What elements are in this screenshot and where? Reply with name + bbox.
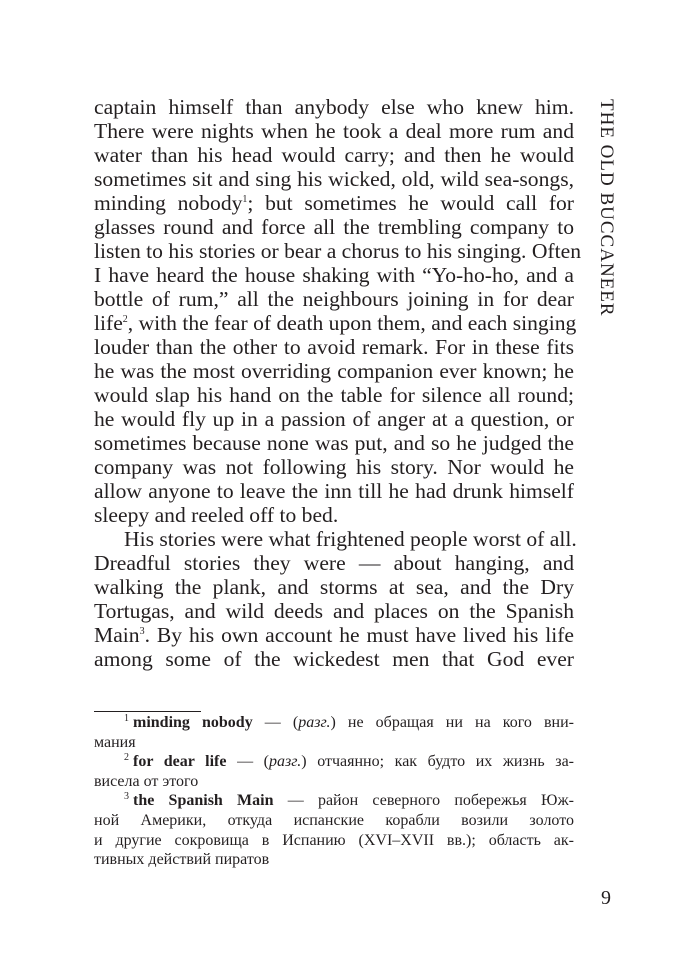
text-line: water than his head would carry; and then he would — [94, 143, 574, 167]
footnote-term: minding nobody — [133, 714, 253, 731]
footnote-line: мания — [94, 733, 136, 751]
footnote-number: 1 — [124, 713, 129, 724]
body-text — [94, 95, 581, 671]
running-head: THE OLD BUCCANEER — [596, 99, 617, 317]
footnote-text: — район северного побережья Юж- — [273, 792, 574, 810]
footnote-text: ) отчаянно; как будто их жизнь за- — [301, 753, 575, 771]
text-line — [94, 311, 577, 335]
footnote-marker: 3 — [139, 626, 145, 637]
text-line — [94, 191, 574, 215]
footnote-2 — [94, 752, 574, 791]
text-line: captain himself than anybody else who knew him. — [94, 95, 574, 119]
text-line: he was the most overriding companion ever known; he — [94, 359, 574, 383]
footnote-marker: 1 — [242, 194, 248, 205]
text-line: he would fly up in a passion of anger at a question, or — [94, 407, 574, 431]
footnote-term: for dear life — [133, 753, 227, 771]
footnotes — [94, 713, 574, 870]
footnote-line: ной Америки, откуда испанские корабли возили золото — [94, 811, 574, 829]
footnote-number: 3 — [124, 791, 129, 803]
footnote-line — [94, 713, 574, 733]
text-line: company was not following his story. Nor would he — [94, 455, 574, 479]
text-line: walking the plank, and storms at sea, and the Dry — [94, 575, 574, 599]
footnote-3 — [94, 791, 574, 869]
text-fragment: life — [94, 311, 123, 335]
page-number: 9 — [601, 887, 611, 909]
footnote-line — [94, 752, 574, 772]
text-line: louder than the other to avoid remark. For in these fits — [94, 335, 574, 359]
footnote-marker: 2 — [122, 314, 128, 325]
footnote-line — [94, 791, 574, 811]
footnote-number: 2 — [124, 752, 129, 764]
text-line: would slap his hand on the table for silence all round; — [94, 383, 574, 407]
footnote-line: тивных действий пиратов — [94, 851, 270, 869]
text-line: bottle of rum,” all the neighbours joining in for dear — [94, 287, 574, 311]
text-line: There were nights when he took a deal more rum and — [94, 119, 574, 143]
text-line: among some of the wickedest men that God ever — [94, 647, 574, 671]
text-line: listen to his stories or bear a chorus to his singing. Often — [94, 239, 581, 263]
footnote-text: ) не обращая ни на кого вни- — [330, 714, 574, 731]
text-line: sleepy and reeled off to bed. — [94, 503, 339, 527]
text-line: I have heard the house shaking with “Yo-ho-ho, and a — [94, 263, 574, 287]
text-line: sometimes sit and sing his wicked, old, wild sea-songs, — [94, 167, 574, 191]
text-line: Tortugas, and wild deeds and places on the Spanish — [94, 599, 574, 623]
text-line: allow anyone to leave the inn till he had drunk himself — [94, 479, 574, 503]
footnote-abbr: разг. — [269, 753, 302, 771]
footnote-term: the Spanish Main — [133, 792, 274, 810]
footnote-dash: — ( — [226, 753, 269, 771]
footnote-divider — [94, 711, 201, 712]
text-fragment: ; but sometimes he would call for — [247, 191, 574, 215]
text-line: sometimes because none was put, and so he judged the — [94, 431, 574, 455]
footnote-1 — [94, 713, 574, 752]
text-line: glasses round and force all the trembling company to — [94, 215, 574, 239]
text-fragment: minding nobody — [94, 191, 243, 215]
footnote-line: и другие сокровища в Испанию (XVI–XVII вв.); область ак- — [94, 831, 574, 849]
footnote-line: висела от этого — [94, 772, 199, 790]
footnote-abbr: разг. — [298, 714, 331, 731]
text-line — [94, 623, 574, 647]
text-fragment: . By his own account he must have lived his life — [144, 623, 574, 647]
footnote-dash: — ( — [252, 714, 299, 731]
text-line: Dreadful stories they were — about hanging, and — [94, 551, 574, 575]
text-line: His stories were what frightened people worst of all. — [124, 527, 577, 551]
text-fragment: , with the fear of death upon them, and each singing — [127, 311, 577, 335]
text-fragment: Main — [94, 623, 140, 647]
